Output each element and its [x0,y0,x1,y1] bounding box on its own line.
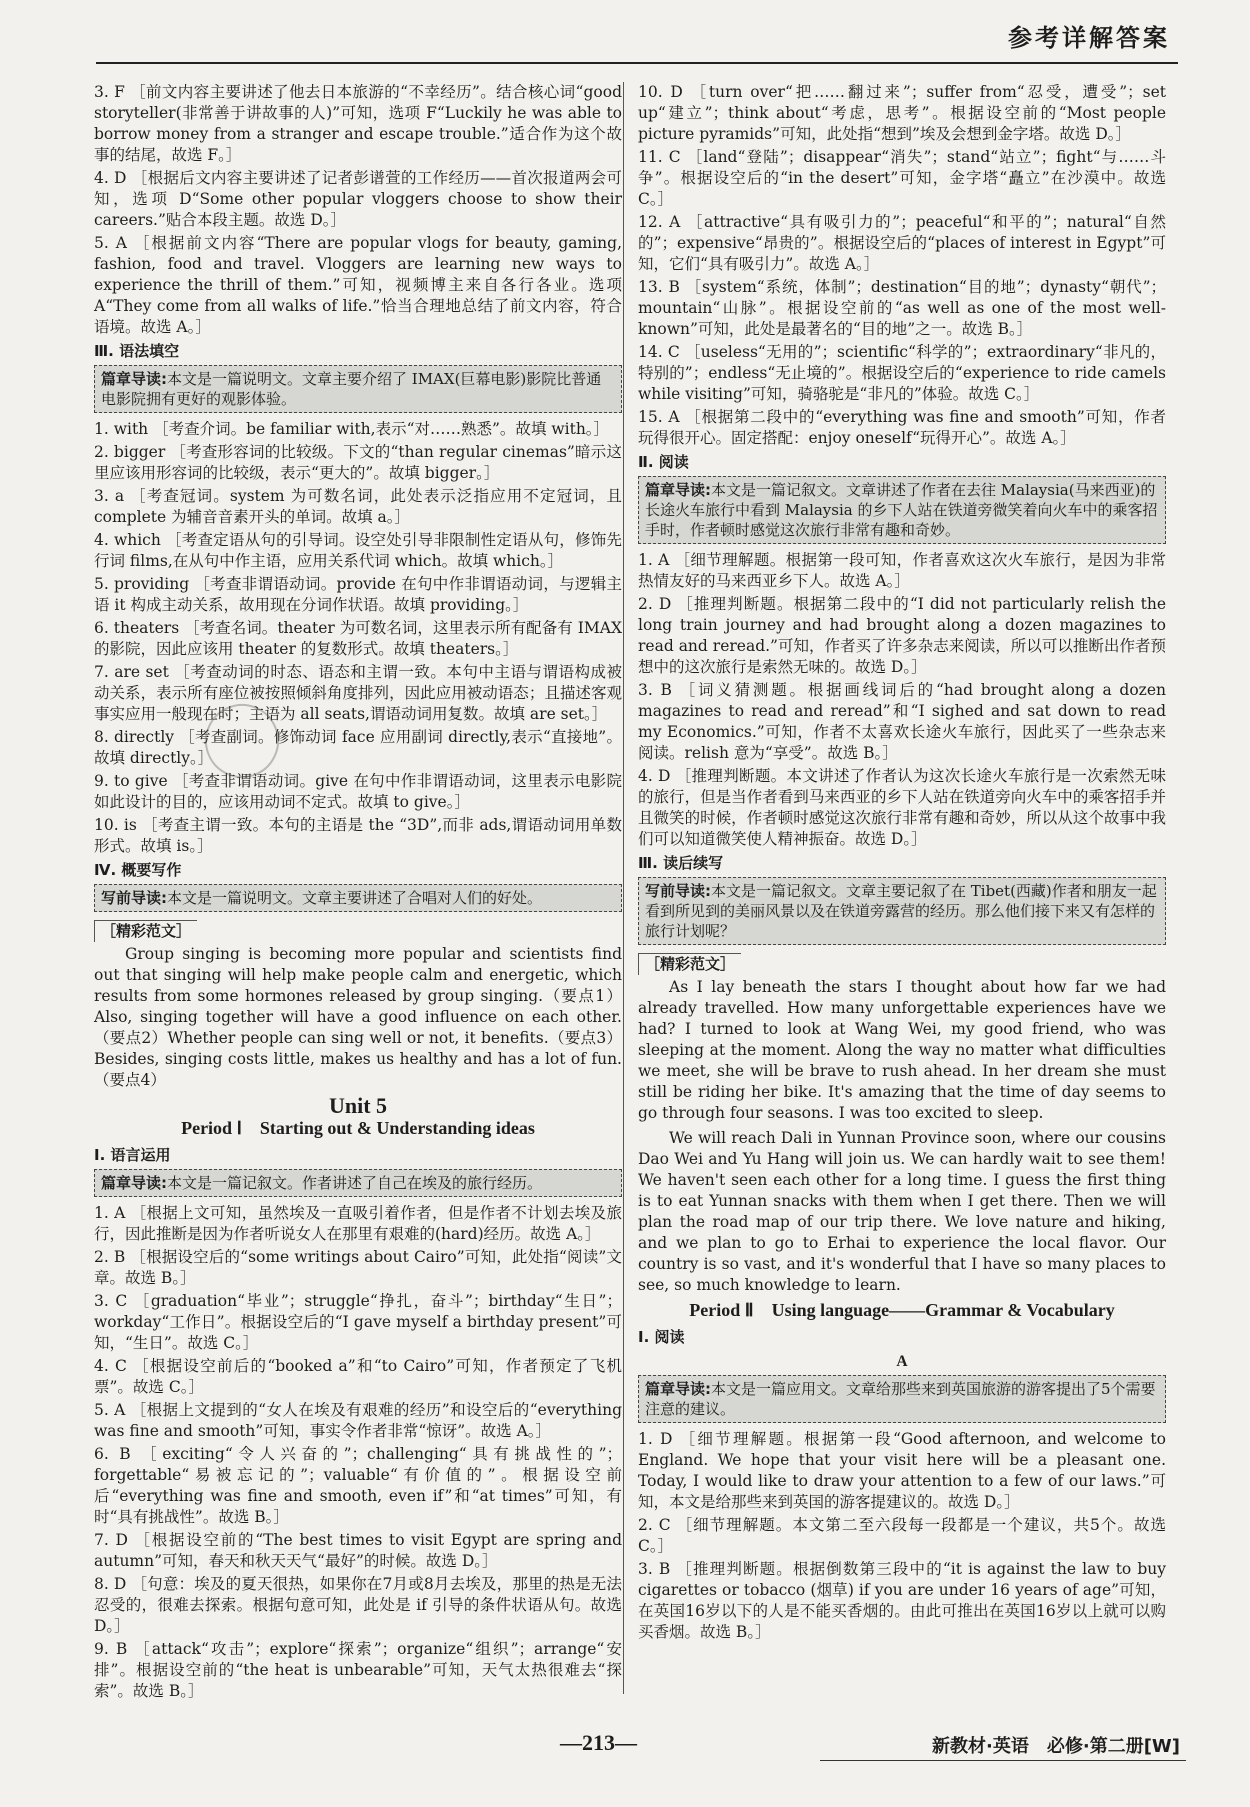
answer-entry: 14. C ［useless“无用的”；scientific“科学的”；extraordinary“非凡的，特别的”；endless“无止境的”。根据设空后的“experience to ride camels while visiting”可知，骑骆驼是“非凡的”体验。故选 C。］ [638,343,1166,403]
period-title: Period Ⅰ Starting out & Understanding ideas [181,1118,535,1138]
answer-entry: 5. A ［根据上文提到的“女人在埃及有艰难的经历”和设空后的“everything was fine and smooth”可知，事实令作者非常“惊讶”。故选 A。］ [94,1401,622,1440]
answer-entry: 6. B ［exciting“令人兴奋的”；challenging“具有挑战性的”；forgettable“易被忘记的”；valuable“有价值的”。根据设空前后“everything was fine and smooth, even if”和“at times”可知，有时“具有挑战性”。故选 B。］ [94,1445,622,1526]
model-essay-label: ［精彩范文］ [638,953,741,975]
answer-entry: 3. F ［前文内容主要讲述了他去日本旅游的“不幸经历”。结合核心词“good storyteller(非常善于讲故事的人)”可知，选项 F“Luckily he was able to borrow money from a stranger and escape trouble.”适合作为这个故事的结尾，故选 F。］ [94,83,622,164]
answer-entry: 1. A ［根据上文可知，虽然埃及一直吸引着作者，但是作者不计划去埃及旅行，因此推断是因为作者听说女人在那里有艰难的(hard)经历。故选 A。］ [94,1204,622,1243]
model-essay: Group singing is becoming more popular and scientists find out that singing will help make people calm and energetic, which results from some hormones released by group singing.（要点1）Also, singing together will have a good influence on each other.（要点2）Whether people can sing well or not, it benefits.（要点3）Besides, singing costs little, makes us healthy and has a lot of fun.（要点4） [94,945,622,1089]
model-essay-paragraph-1: As I lay beneath the stars I thought about how far we had already travelled. How many unforgettable experiences have we had? I turned to look at Wang Wei, my good friend, who was sleeping at the moment. Along the way no matter what difficulties we meet, she will be brave to rush ahead. In her dream she must still be riding her bike. It's amazing that the time of day seems to go through four seasons. I was too excited to sleep. [638,978,1166,1122]
answer-entry: 4. which ［考查定语从句的引导词。设空处引导非限制性定语从句，修饰先行词 films,在从句中作主语，应用关系代词 which。故填 which。］ [94,531,622,570]
period-title: Period Ⅱ Using language——Grammar & Vocabulary [689,1300,1115,1320]
answer-entry: 10. is ［考查主谓一致。本句的主语是 the “3D”,而非 ads,谓语动词用单数形式。故填 is。］ [94,816,622,855]
answer-entry: 9. to give ［考查非谓语动词。give 在句中作非谓语动词，这里表示电影院如此设计的目的，应该用动词不定式。故填 to give。］ [94,772,622,811]
answer-entry: 8. directly ［考查副词。修饰动词 face 应用副词 directly,表示“直接地”。故填 directly。］ [94,728,622,767]
page-number: —213— [560,1730,637,1755]
guide-label: 篇章导读: [645,481,711,499]
model-essay-paragraph-2: We will reach Dali in Yunnan Province soon, where our cousins Dao Wei and Yu Hang will join us. We can hardly wait to see them! We haven't seen each other for a long time. I guess the first thing is to eat Yunnan snacks with them when I get there. Then we will plan the road map of our trip there. We love nature and hiking, and we plan to go to Erhai to experience the local flavor. Our country is so vast, and it's wonderful that I have so many places to see, so much knowledge to learn. [638,1129,1166,1294]
answer-entry: 3. B ［推理判断题。根据倒数第三段中的“it is against the law to buy cigarettes or tobacco (烟草) if you are under 16 years of age”可知，在英国16岁以下的人是不能买香烟的。由此可推出在英国16岁以上就可以购买香烟。故选 B。］ [638,1560,1166,1641]
guide-text: 本文是一篇记叙文。作者讲述了自己在埃及的旅行经历。 [167,1174,543,1192]
answer-entry: 7. are set ［考查动词的时态、语态和主谓一致。本句中主语与谓语构成被动关系，表示所有座位被按照倾斜角度排列，因此应用被动语态；且描述客观事实应用一般现在时；主语为 all seats,谓语动词用复数。故填 are set。］ [94,663,622,723]
reading-guide-box [638,1375,1166,1423]
section-heading: Ⅲ. 读后续写 [638,854,724,872]
guide-text: 本文是一篇记叙文。文章讲述了作者在去往 Malaysia(马来西亚)的长途火车旅行中看到 Malaysia 的乡下人站在铁道旁微笑着向火车中的乘客招手时，作者顿时感觉这次旅行非常有趣和奇妙。 [645,481,1158,539]
guide-text: 本文是一篇应用文。文章给那些来到英国旅游的游客提出了5个需要注意的建议。 [645,1380,1156,1418]
guide-label: 篇章导读: [101,1174,167,1192]
answer-entry: 4. D ［推理判断题。本文讲述了作者认为这次长途火车旅行是一次索然无味的旅行，但是当作者看到马来西亚的乡下人站在铁道旁向火车中的乘客招手并且微笑的时候，作者顿时感觉这次旅行非常有趣和奇妙，所以从这个故事中我们可以知道微笑使人精神振奋。故选 D。］ [638,767,1166,848]
section-heading: Ⅰ. 语言运用 [94,1146,171,1164]
answer-entry: 3. a ［考查冠词。system 为可数名词，此处表示泛指应用不定冠词，且 complete 为辅音音素开头的单词。故填 a。］ [94,487,622,526]
answer-entry: 2. B ［根据设空后的“some writings about Cairo”可知，此处指“阅读”文章。故选 B。］ [94,1248,622,1287]
section-heading: Ⅲ. 语法填空 [94,342,180,360]
passage-label: A [896,1353,908,1370]
guide-text: 本文是一篇说明文。文章主要讲述了合唱对人们的好处。 [167,889,543,907]
header-rule [96,62,1178,64]
left-column [94,82,622,1704]
answer-entry: 1. with ［考查介词。be familiar with,表示“对……熟悉”。故填 with。］ [94,420,610,438]
answer-entry: 2. bigger ［考查形容词的比较级。下文的“than regular cinemas”暗示这里应该用形容词的比较级，表示“更大的”。故填 bigger。］ [94,443,622,482]
answer-entry: 15. A ［根据第二段中的“everything was fine and smooth”可知，作者玩得很开心。固定搭配：enjoy oneself“玩得开心”。故选 A。］ [638,408,1166,447]
answer-entry: 4. D ［根据后文内容主要讲述了记者彭谱萱的工作经历——首次报道两会可知，选项 D“Some other popular vloggers choose to show their careers.”贴合本段主题。故选 D。］ [94,169,622,229]
answer-entry: 5. A ［根据前文内容“There are popular vlogs for beauty, gaming, fashion, food and travel. Vloggers are learning new ways to experience the thrill of them.”可知，视频博主来自各行各业。选项 A“They come from all walks of life.”恰当合理地总结了前文内容，符合语境。故选 A。］ [94,234,622,336]
answer-entry: 8. D ［句意：埃及的夏天很热，如果你在7月或8月去埃及，那里的热是无法忍受的，很难去探索。根据句意可知，此处是 if 引导的条件状语从句。故选 D。］ [94,1575,622,1635]
answer-entry: 3. B ［词义猜测题。根据画线词后的“had brought along a dozen magazines to read and reread”和“I sighed and sat down to read my Economics.”可知，作者不太喜欢长途火车旅行，因此买了一些杂志来阅读。relish 意为“享受”。故选 B。］ [638,681,1166,762]
answer-entry: 6. theaters ［考查名词。theater 为可数名词，这里表示所有配备有 IMAX 的影院，因此应该用 theater 的复数形式。故填 theaters。］ [94,619,622,658]
book-title: 新教材·英语 必修·第二册[W] [932,1736,1180,1757]
page-header-title: 参考详解答案 [1008,24,1170,52]
reading-guide-box [638,476,1166,544]
reading-guide-box [94,365,622,413]
answer-entry: 11. C ［land“登陆”；disappear“消失”；stand“站立”；fight“与……斗争”。根据设空后的“in the desert”可知，金字塔“矗立”在沙漠中。故选 C。］ [638,148,1166,208]
answer-entry: 7. D ［根据设空前的“The best times to visit Egypt are spring and autumn”可知，春天和秋天天气“最好”的时候。故选 D。］ [94,1531,622,1570]
guide-text: 本文是一篇说明文。文章主要介绍了 IMAX(巨幕电影)影院比普通电影院拥有更好的观影体验。 [101,370,602,408]
section-heading: Ⅱ. 阅读 [638,453,689,471]
answer-entry: 9. B ［attack“攻击”；explore“探索”；organize“组织”；arrange“安排”。根据设空前的“the heat is unbearable”可知，天气太热很难去“探索”。故选 B。］ [94,1640,622,1700]
section-heading: Ⅰ. 阅读 [638,1328,685,1346]
right-column [638,82,1166,1645]
answer-entry: 2. C ［细节理解题。本文第二至六段每一段都是一个建议，共5个。故选 C。］ [638,1516,1166,1555]
column-divider [623,82,624,1694]
answer-entry: 1. A ［细节理解题。根据第一段可知，作者喜欢这次火车旅行，是因为非常热情友好的马来西亚乡下人。故选 A。］ [638,551,1166,590]
answer-entry: 4. C ［根据设空前后的“booked a”和“to Cairo”可知，作者预定了飞机票”。故选 C。］ [94,1357,622,1396]
answer-entry: 10. D ［turn over“把……翻过来”；suffer from“忍受，遭受”；set up“建立”；think about“考虑，思考”。根据设空前的“Most people picture pyramids”可知，此处指“想到”埃及会想到金字塔。故选 D。］ [638,83,1166,143]
answer-entry: 12. A ［attractive“具有吸引力的”；peaceful“和平的”；natural“自然的”；expensive“昂贵的”。根据设空后的“places of interest in Egypt”可知，它们“具有吸引力”。故选 A。］ [638,213,1166,273]
model-essay-label: ［精彩范文］ [94,920,197,942]
answer-entry: 1. D ［细节理解题。根据第一段“Good afternoon, and welcome to England. We hope that your visit here will be a pleasant one. Today, I would like to draw your attention to a few of our laws.”可知，本文是给那些来到英国的游客提建议的。故选 D。］ [638,1430,1166,1511]
guide-label: 写前导读: [101,889,167,907]
answer-entry: 2. D ［推理判断题。根据第二段中的“I did not particularly relish the long train journey and had brought along a dozen magazines to read and reread.”可知，作者买了许多杂志来阅读，所以可以推断出作者预想中的这次旅行是索然无味的。故选 D。］ [638,595,1166,676]
answer-entry: 3. C ［graduation“毕业”；struggle“挣扎，奋斗”；birthday“生日”；workday“工作日”。根据设空后的“I gave myself a birthday present”可知，“生日”。故选 C。］ [94,1292,622,1352]
section-heading: Ⅳ. 概要写作 [94,861,182,879]
guide-text: 本文是一篇记叙文。文章主要记叙了在 Tibet(西藏)作者和朋友一起看到所见到的美丽风景以及在铁道旁露营的经历。那么他们接下来又有怎样的旅行计划呢？ [645,882,1157,940]
writing-guide-box [638,877,1166,945]
unit-title: Unit 5 [328,1093,388,1118]
reading-guide-box [94,1169,622,1197]
writing-guide-box [94,884,622,912]
footer-rule [820,1760,1186,1761]
guide-label: 篇章导读: [645,1380,711,1398]
guide-label: 写前导读: [645,882,711,900]
answer-entry: 5. providing ［考查非谓语动词。provide 在句中作非谓语动词，与逻辑主语 it 构成主动关系，故用现在分词作状语。故填 providing。］ [94,575,622,614]
guide-label: 篇章导读: [101,370,167,388]
answer-entry: 13. B ［system“系统，体制”；destination“目的地”；dynasty“朝代”；mountain“山脉”。根据设空前的“as well as one of the most well-known”可知，此处是最著名的“目的地”之一。故选 B。］ [638,278,1166,338]
